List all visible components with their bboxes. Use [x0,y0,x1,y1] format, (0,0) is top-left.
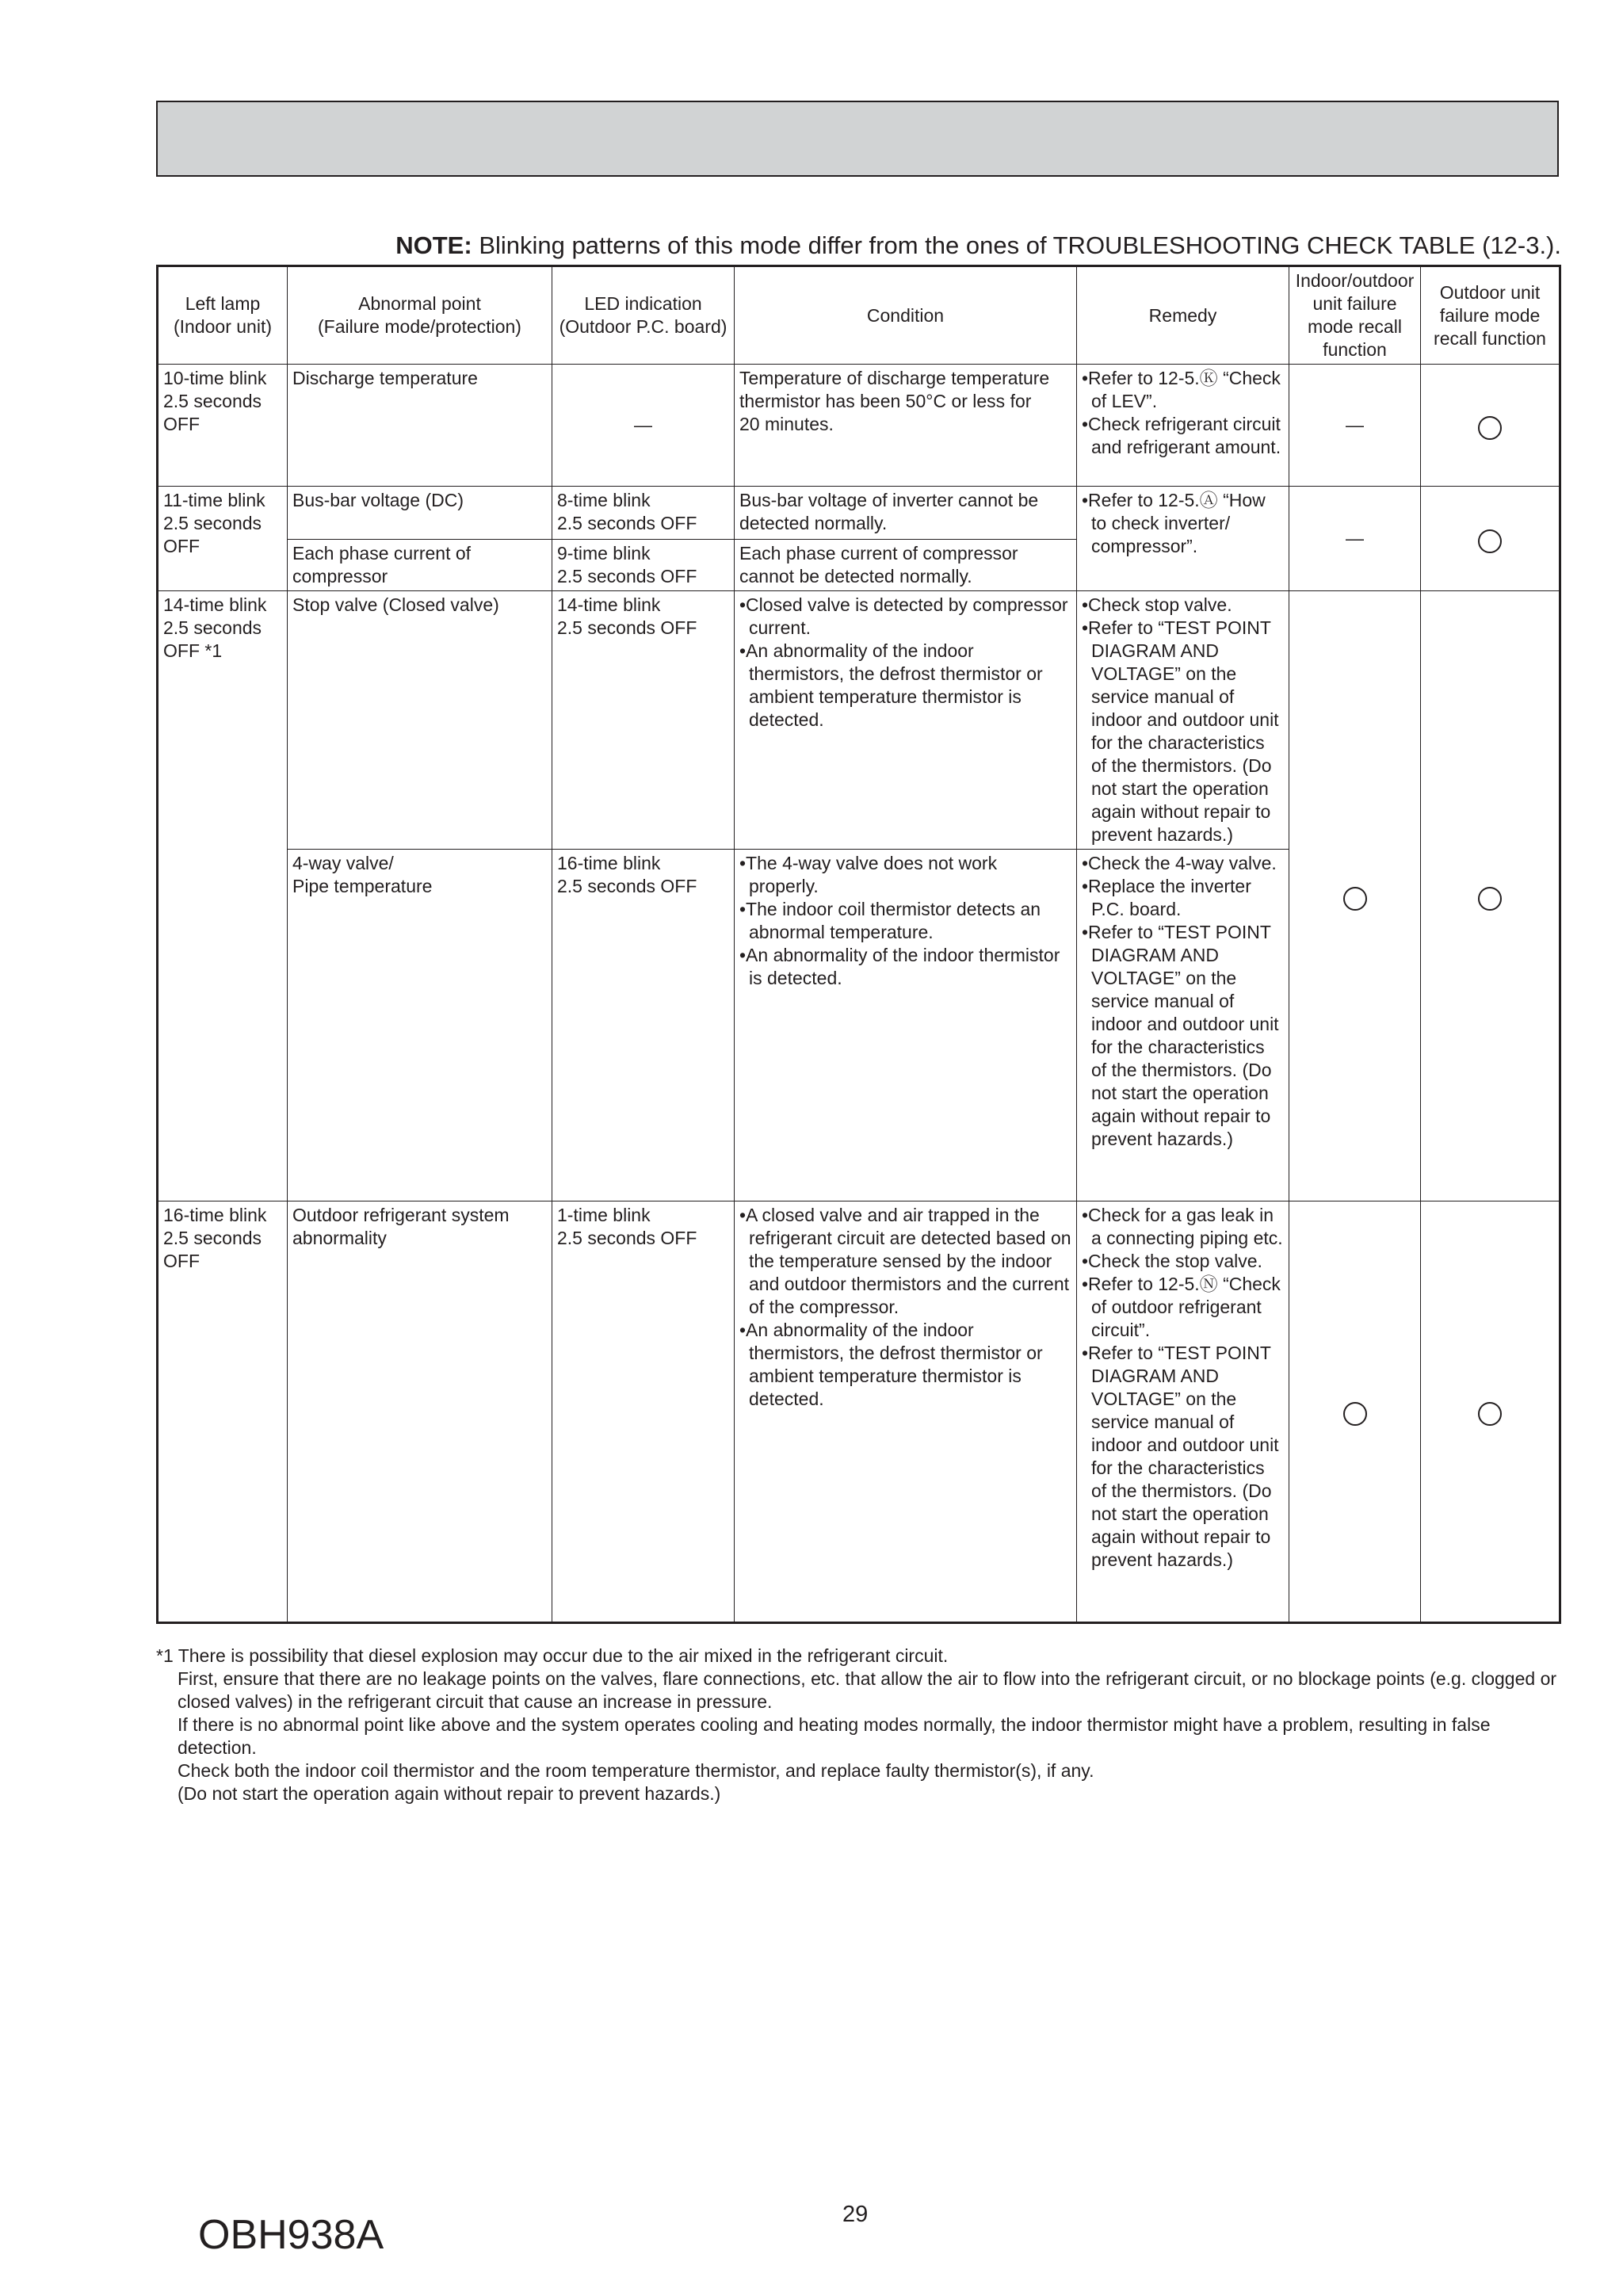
led-cell: 8-time blink 2.5 seconds OFF [552,487,735,540]
table-note [395,231,1561,260]
circle-mark [1478,887,1502,911]
outdoor-recall-cell [1421,1201,1560,1623]
outdoor-recall-cell [1421,591,1560,1201]
abnormal-point-cell: Discharge temperature [288,365,552,487]
table-row [158,365,1560,487]
circle-mark [1343,887,1367,911]
circle-mark [1478,416,1502,440]
led-cell: 16-time blink 2.5 seconds OFF [552,850,735,1201]
indoor-outdoor-recall-cell: — [1289,487,1421,591]
led-cell: 1-time blink 2.5 seconds OFF [552,1201,735,1623]
outdoor-recall-cell [1421,365,1560,487]
condition-cell: Each phase current of compressor cannot be detected normally. [735,540,1077,591]
abnormal-point-cell: 4-way valve/ Pipe temperature [288,850,552,1201]
circle-mark [1343,1402,1367,1426]
circle-mark [1478,529,1502,553]
outdoor-recall-cell [1421,487,1560,591]
remedy-cell: •Refer to 12-5.Ⓚ “Check of LEV”. •Check refrigerant circuit and refrigerant amount. [1077,365,1289,487]
left-lamp-cell: 14-time blink 2.5 seconds OFF *1 [158,591,288,1201]
header-row [158,266,1560,365]
remedy-cell: •Refer to 12-5.Ⓐ “How to check inverter/ compressor”. [1077,487,1289,591]
abnormal-point-cell: Stop valve (Closed valve) [288,591,552,850]
header-outdoor-recall: Outdoor unit failure mode recall function [1421,266,1560,365]
footnote-line: If there is no abnormal point like above and the system operates cooling and heating modes normally, the indoor thermistor might have a problem, resulting in false detection. [178,1714,1491,1758]
header-led-indication: LED indication (Outdoor P.C. board) [552,266,735,365]
remedy-cell: •Check for a gas leak in a connecting piping etc. •Check the stop valve. •Refer to 12-5.Ⓝ “Check of outdoor refrigerant circuit”. •Refer to “TEST POINT DIAGRAM AND VOLTAGE” on the service manual of indoor and outdoor unit for the characteristics of the thermistors. (Do not start the operation again without repair to prevent hazards.) [1077,1201,1289,1623]
header-left-lamp: Left lamp (Indoor unit) [158,266,288,365]
condition-cell: •The 4-way valve does not work properly. •The indoor coil thermistor detects an abnormal temperature. •An abnormality of the indoor thermistor is detected. [735,850,1077,1201]
condition-cell: •Closed valve is detected by compressor current. •An abnormality of the indoor thermistors, the defrost thermistor or ambient temperature thermistor is detected. [735,591,1077,850]
remedy-cell: •Check the 4-way valve. •Replace the inverter P.C. board. •Refer to “TEST POINT DIAGRAM AND VOLTAGE” on the service manual of indoor and outdoor unit for the characteristics of the thermistors. (Do not start the operation again without repair to prevent hazards.) [1077,850,1289,1201]
page-number: 29 [842,2202,869,2227]
indoor-outdoor-recall-cell: — [1289,365,1421,487]
table-row [158,591,1560,850]
remedy-cell: •Check stop valve. •Refer to “TEST POINT DIAGRAM AND VOLTAGE” on the service manual of indoor and outdoor unit for the characteristics of the thermistors. (Do not start the operation again without repair to prevent hazards.) [1077,591,1289,850]
led-cell: — [552,365,735,487]
abnormal-point-cell: Each phase current of compressor [288,540,552,591]
circle-mark [1478,1402,1502,1426]
indoor-outdoor-recall-cell [1289,1201,1421,1623]
table-row [158,487,1560,540]
led-cell: 14-time blink 2.5 seconds OFF [552,591,735,850]
troubleshooting-table [156,265,1561,1624]
table-row [158,1201,1560,1623]
note-label: NOTE: [395,231,472,259]
header-indoor-outdoor-recall: Indoor/outdoor unit failure mode recall function [1289,266,1421,365]
condition-cell: Temperature of discharge temperature thermistor has been 50°C or less for 20 minutes. [735,365,1077,487]
note-text: Blinking patterns of this mode differ from the ones of TROUBLESHOOTING CHECK TABLE (12-3.). [479,231,1561,259]
condition-cell: Bus-bar voltage of inverter cannot be detected normally. [735,487,1077,540]
left-lamp-cell: 16-time blink 2.5 seconds OFF [158,1201,288,1623]
footnote-line: First, ensure that there are no leakage points on the valves, flare connections, etc. that allow the air to flow into the refrigerant circuit, or no blockage points (e.g. clogged or closed valves) in the refrigerant circuit that cause an increase in pressure. [178,1668,1557,1712]
header-condition: Condition [735,266,1077,365]
header-abnormal-point: Abnormal point (Failure mode/protection) [288,266,552,365]
header-remedy: Remedy [1077,266,1289,365]
footnote [156,1645,1567,1805]
footnote-line: (Do not start the operation again without repair to prevent hazards.) [178,1783,721,1804]
model-number: OBH938A [198,2212,384,2258]
left-lamp-cell: 10-time blink 2.5 seconds OFF [158,365,288,487]
footnote-line: Check both the indoor coil thermistor and the room temperature thermistor, and replace faulty thermistor(s), if any. [178,1760,1094,1781]
footnote-lead: *1 There is possibility that diesel explosion may occur due to the air mixed in the refrigerant circuit. [156,1645,949,1666]
left-lamp-cell: 11-time blink 2.5 seconds OFF [158,487,288,591]
header-band [156,101,1559,177]
indoor-outdoor-recall-cell [1289,591,1421,1201]
abnormal-point-cell: Outdoor refrigerant system abnormality [288,1201,552,1623]
condition-cell: •A closed valve and air trapped in the refrigerant circuit are detected based on the temperature sensed by the indoor and outdoor thermistors and the current of the compressor. •An abnormality of the indoor thermistors, the defrost thermistor or ambient temperature thermistor is detected. [735,1201,1077,1623]
led-cell: 9-time blink 2.5 seconds OFF [552,540,735,591]
abnormal-point-cell: Bus-bar voltage (DC) [288,487,552,540]
